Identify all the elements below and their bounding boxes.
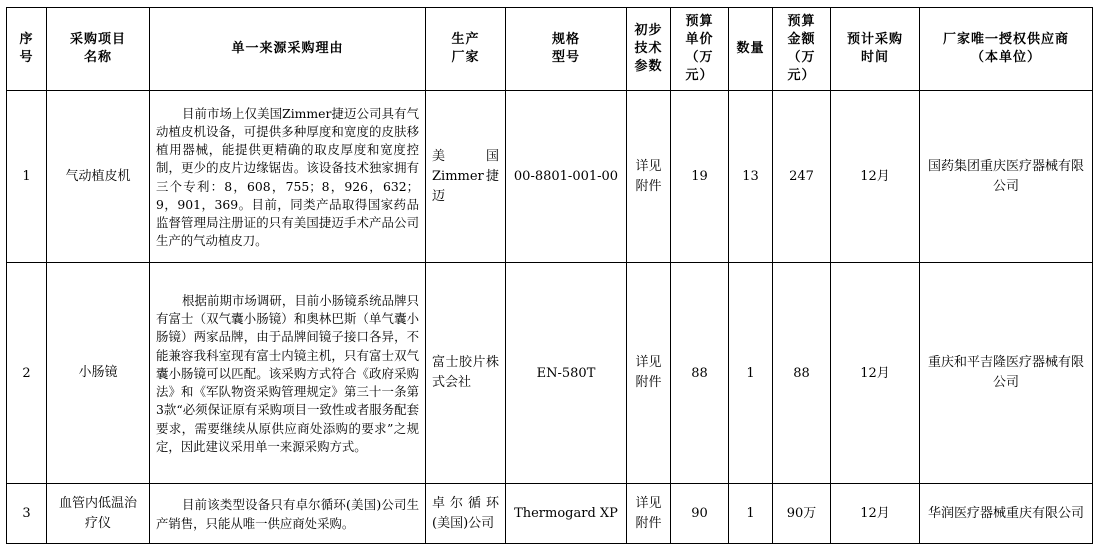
- cell-spec: EN-580T: [506, 263, 627, 484]
- cell-supplier: 华润医疗器械重庆有限公司: [920, 484, 1093, 544]
- cell-qty: 1: [729, 263, 773, 484]
- cell-item: 气动植皮机: [47, 91, 150, 263]
- cell-manufacturer: 卓尔循环(美国)公司: [426, 484, 506, 544]
- cell-time: 12月: [831, 91, 920, 263]
- cell-unit-price: 88: [671, 263, 729, 484]
- cell-params: 详见附件: [627, 484, 671, 544]
- cell-seq: 1: [7, 91, 47, 263]
- table-row: [7, 263, 1093, 484]
- cell-unit-price: 90: [671, 484, 729, 544]
- cell-reason: 目前该类型设备只有卓尔循环(美国)公司生产销售，只能从唯一供应商处采购。: [150, 484, 426, 544]
- cell-seq: 3: [7, 484, 47, 544]
- header-manufacturer: 生产厂家: [426, 8, 506, 91]
- header-supplier: 厂家唯一授权供应商（本单位）: [920, 8, 1093, 91]
- header-item: 采购项目名称: [47, 8, 150, 91]
- cell-item: 小肠镜: [47, 263, 150, 484]
- header-spec: 规格型号: [506, 8, 627, 91]
- cell-supplier: 国药集团重庆医疗器械有限公司: [920, 91, 1093, 263]
- header-params: 初步技术参数: [627, 8, 671, 91]
- header-reason: 单一来源采购理由: [150, 8, 426, 91]
- cell-total: 247: [773, 91, 831, 263]
- table-header-row: [7, 8, 1093, 91]
- cell-params: 详见附件: [627, 263, 671, 484]
- cell-spec: 00-8801-001-00: [506, 91, 627, 263]
- cell-manufacturer: 美国Zimmer捷迈: [426, 91, 506, 263]
- cell-time: 12月: [831, 263, 920, 484]
- header-seq: 序号: [7, 8, 47, 91]
- cell-supplier: 重庆和平吉隆医疗器械有限公司: [920, 263, 1093, 484]
- cell-unit-price: 19: [671, 91, 729, 263]
- table-row: [7, 484, 1093, 544]
- cell-manufacturer: 富士胶片株式会社: [426, 263, 506, 484]
- header-time: 预计采购时间: [831, 8, 920, 91]
- cell-reason: 目前市场上仅美国Zimmer捷迈公司具有气动植皮机设备，可提供多种厚度和宽度的皮肤移植用器械，能提供更精确的取皮厚度和宽度控制，更少的皮片边缘锯齿。该设备技术独家拥有三个专利：8，608，755；8，926，632；9，901，369。目前，同类产品取得国家药品监督管理局注册证的只有美国捷迈手术产品公司生产的气动植皮刀。: [150, 91, 426, 263]
- header-total: 预算金额（万元）: [773, 8, 831, 91]
- cell-qty: 13: [729, 91, 773, 263]
- cell-total: 88: [773, 263, 831, 484]
- header-unit-price: 预算单价（万元）: [671, 8, 729, 91]
- procurement-table: [6, 7, 1093, 544]
- cell-reason: 根据前期市场调研，目前小肠镜系统品牌只有富士（双气囊小肠镜）和奥林巴斯（单气囊小肠镜）两家品牌，由于品牌间镜子接口各异，不能兼容我科室现有富士内镜主机，只有富士双气囊小肠镜可以匹配。该采购方式符合《政府采购法》和《军队物资采购管理规定》第三十一条第3款“必须保证原有采购项目一致性或者服务配套要求，需要继续从原供应商处添购的要求”之规定，因此建议采用单一来源采购方式。: [150, 263, 426, 484]
- cell-qty: 1: [729, 484, 773, 544]
- cell-time: 12月: [831, 484, 920, 544]
- cell-spec: Thermogard XP: [506, 484, 627, 544]
- table-row: [7, 91, 1093, 263]
- cell-total: 90万: [773, 484, 831, 544]
- cell-params: 详见附件: [627, 91, 671, 263]
- cell-seq: 2: [7, 263, 47, 484]
- header-qty: 数量: [729, 8, 773, 91]
- cell-item: 血管内低温治疗仪: [47, 484, 150, 544]
